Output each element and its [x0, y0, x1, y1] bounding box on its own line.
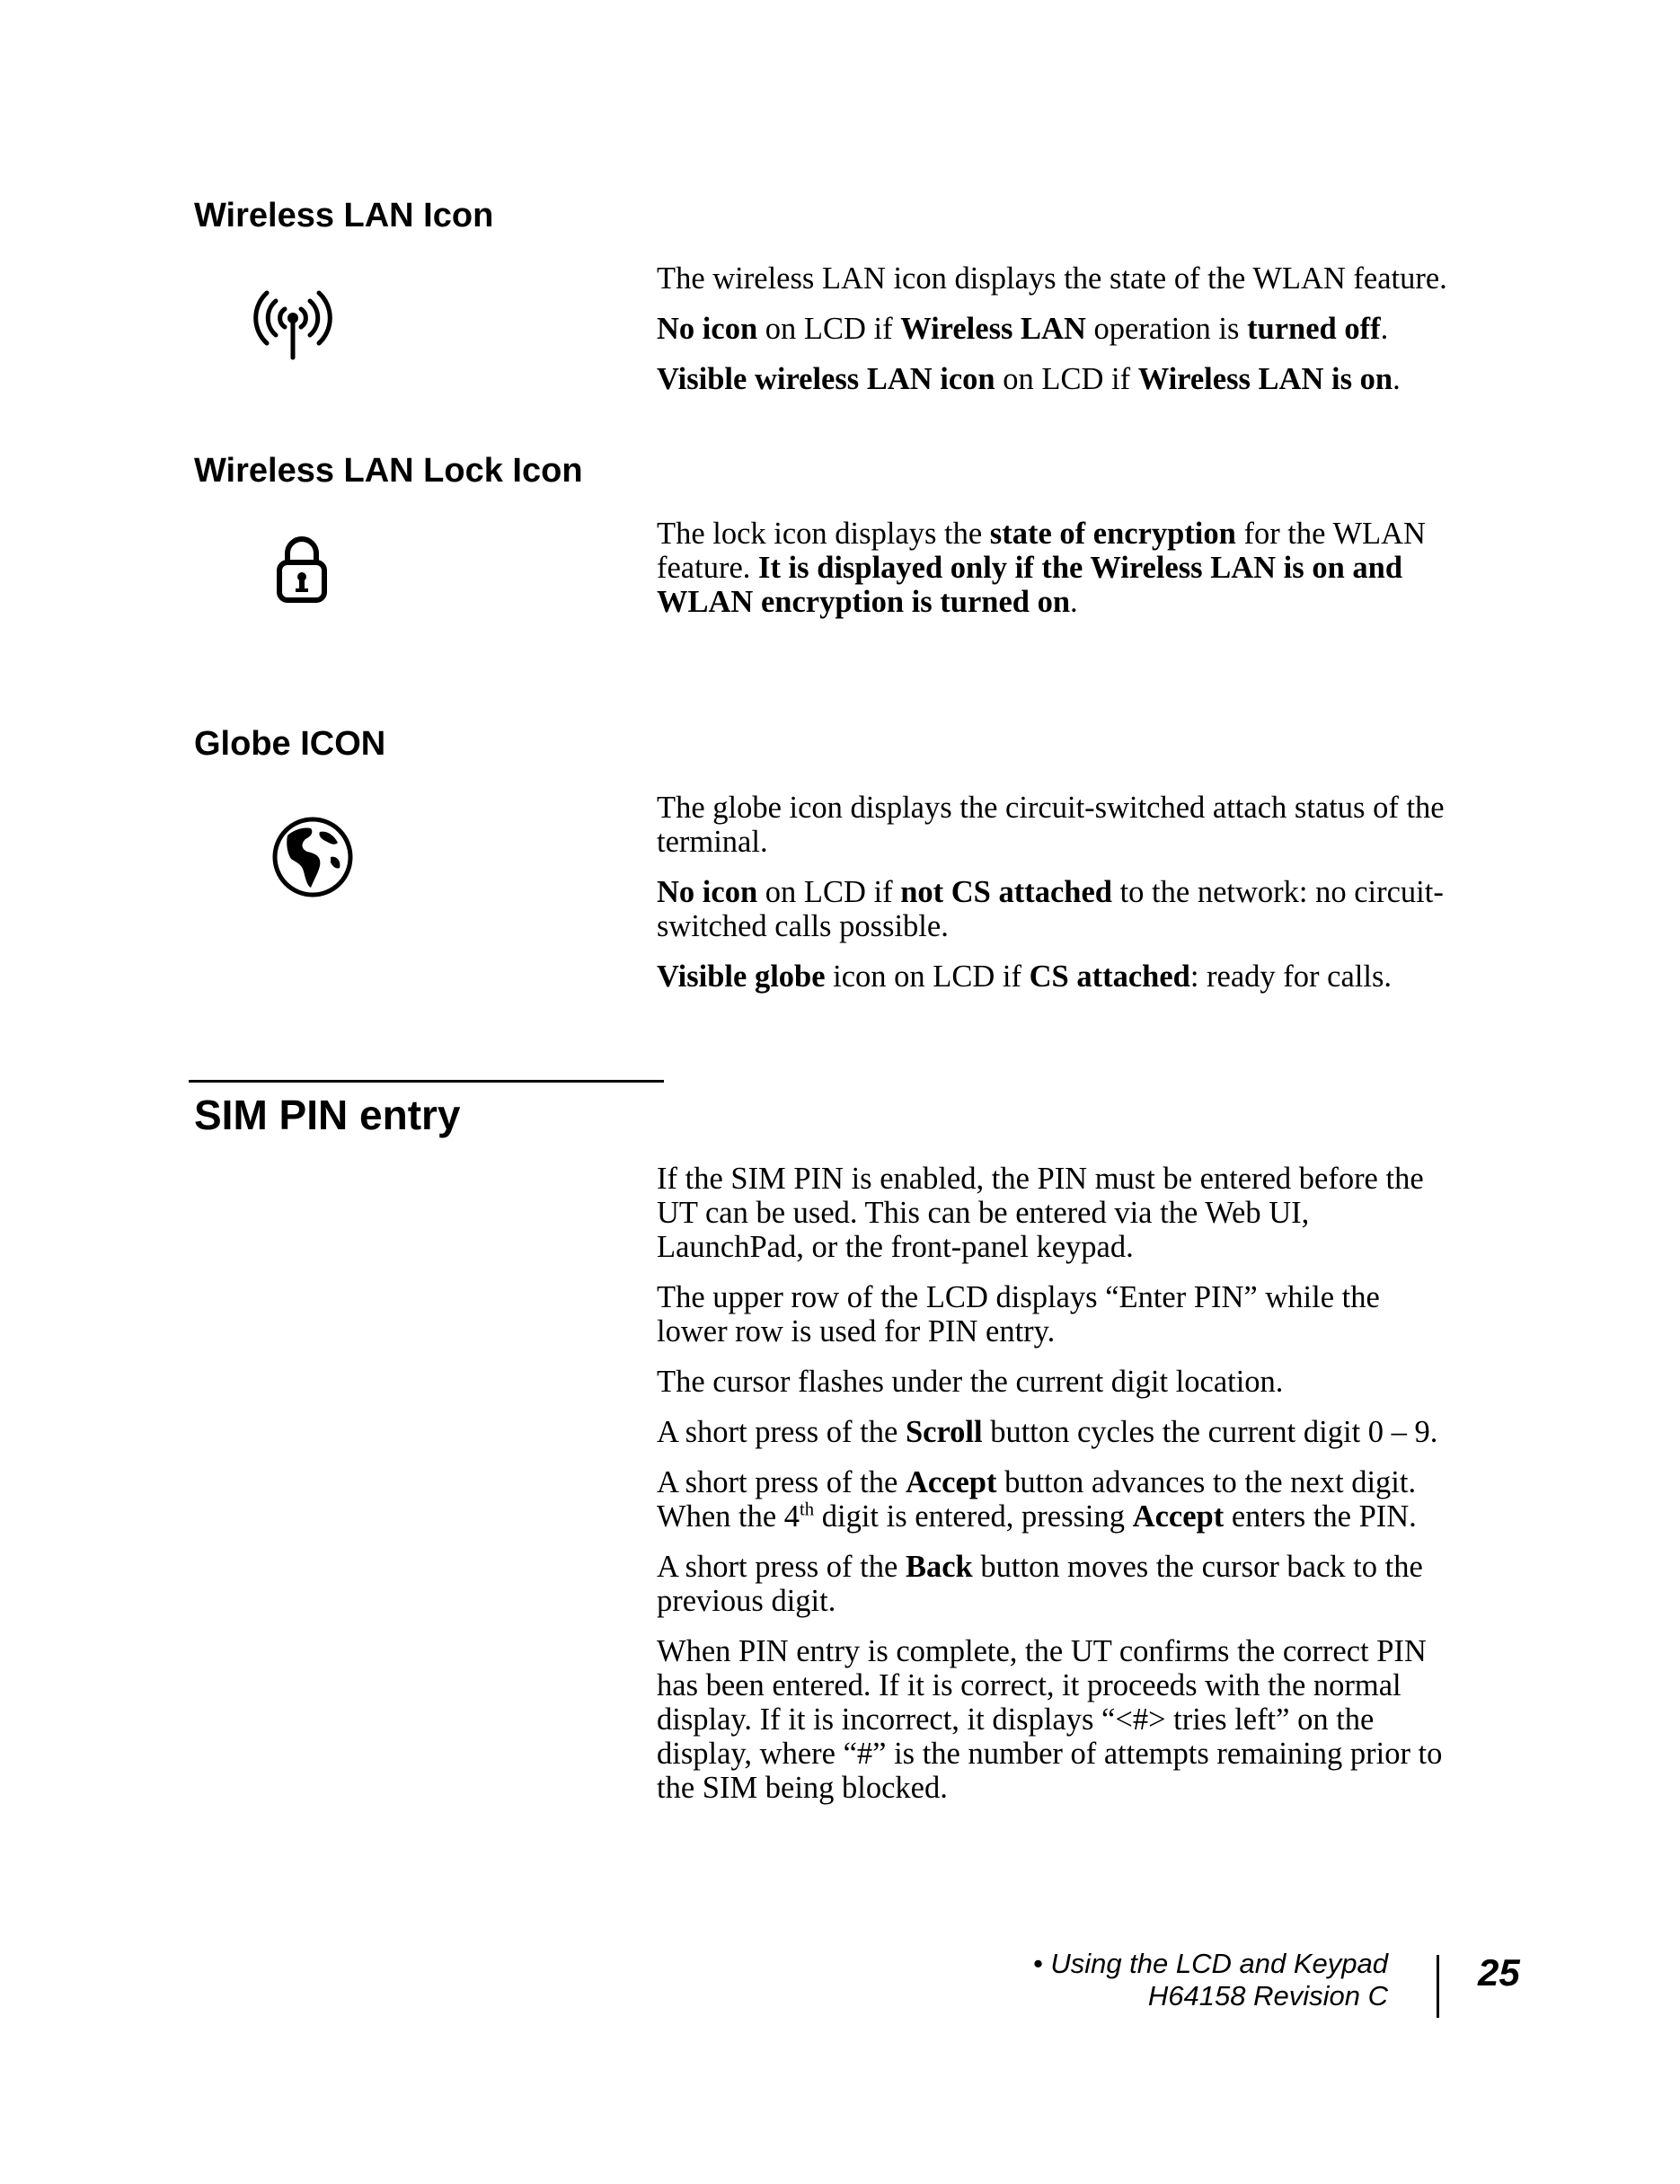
bold-text: Visible globe	[657, 959, 826, 994]
footer-bullet: •	[1032, 1948, 1043, 1979]
body-paragraph	[657, 1634, 1447, 1805]
padlock-icon	[275, 534, 329, 604]
text-run: The upper row of the LCD displays “Enter PIN” while the lower row is used for PIN entry.	[657, 1280, 1380, 1348]
bold-text: CS attached	[1029, 959, 1190, 994]
bold-text: Accept	[905, 1465, 997, 1499]
bold-text: Scroll	[905, 1415, 983, 1449]
text-run: button moves the cursor back to the previous digit.	[657, 1550, 1423, 1618]
bold-text: It is displayed only if the Wireless LAN is on and WLAN encryption is turned on	[657, 551, 1403, 619]
footer-chapter-title	[1033, 1948, 1388, 1980]
text-run: digit is entered, pressing	[814, 1499, 1133, 1534]
wireless-antenna-icon	[248, 289, 338, 361]
bold-text: Back	[905, 1550, 973, 1584]
bold-text: Accept	[1132, 1499, 1225, 1534]
section-divider-rule	[189, 1080, 664, 1083]
body-paragraph	[657, 1465, 1447, 1534]
text-run: A short press of the	[657, 1465, 906, 1499]
bold-text: not CS attached	[900, 875, 1112, 909]
section-body-sim-pin-entry	[657, 1162, 1447, 1805]
bold-text: state of encryption	[989, 517, 1236, 551]
text-run: The globe icon displays the circuit-switched attach status of the terminal.	[657, 791, 1445, 859]
text-run: button advances to the next digit. When the 4	[657, 1465, 1417, 1534]
text-run: icon on LCD if	[825, 959, 1030, 994]
text-run: The lock icon displays the	[657, 517, 990, 551]
footer-chapter: Using the LCD and Keypad	[1050, 1948, 1388, 1979]
body-paragraph	[657, 1162, 1447, 1264]
page-number: 25	[1478, 1951, 1520, 1994]
text-run: th	[800, 1499, 815, 1520]
section-heading-globe-icon: Globe ICON	[194, 725, 386, 763]
bold-text: No icon	[657, 312, 758, 346]
text-run: on LCD if	[995, 362, 1138, 396]
text-run: enters the PIN.	[1224, 1499, 1417, 1534]
text-run: If the SIM PIN is enabled, the PIN must be entered before the UT can be used. This can be entered via the Web UI, LaunchPad, or the front-panel keypad.	[657, 1162, 1424, 1264]
body-paragraph	[657, 1280, 1447, 1348]
footer-document-id: H64158 Revision C	[1147, 1980, 1388, 2012]
body-paragraph	[657, 517, 1447, 619]
bold-text: turned off	[1247, 312, 1381, 346]
globe-icon	[270, 814, 356, 900]
text-run: on LCD if	[757, 312, 901, 346]
bold-text: No icon	[657, 875, 758, 909]
body-paragraph	[657, 875, 1447, 943]
text-run: : ready for calls.	[1189, 959, 1393, 994]
footer-vertical-rule	[1437, 1955, 1439, 2018]
section-body-wireless-lan-lock-icon	[657, 517, 1447, 619]
body-paragraph	[657, 261, 1447, 296]
section-heading-wireless-lan-lock-icon: Wireless LAN Lock Icon	[194, 452, 583, 490]
text-run: .	[1393, 362, 1401, 396]
bold-text: Visible wireless LAN icon	[657, 362, 995, 396]
text-run: button cycles the current digit 0 – 9.	[982, 1415, 1438, 1449]
text-run: .	[1380, 312, 1389, 346]
text-run: The cursor flashes under the current digit location.	[657, 1365, 1284, 1399]
section-body-wireless-lan-icon	[657, 261, 1447, 396]
section-heading-wireless-lan-icon: Wireless LAN Icon	[194, 197, 494, 234]
body-paragraph	[657, 791, 1447, 859]
text-run: operation is	[1085, 312, 1248, 346]
body-paragraph	[657, 1415, 1447, 1449]
text-run: .	[1070, 585, 1078, 619]
text-run: When PIN entry is complete, the UT confirms the correct PIN has been entered. If it is correct, it proceeds with the normal display. If it is incorrect, it displays “<#> tries left” on the display, where “#” is the number of attempts remaining prior to the SIM being blocked.	[657, 1634, 1443, 1805]
body-paragraph	[657, 312, 1447, 346]
text-run: A short press of the	[657, 1550, 906, 1584]
section-heading-sim-pin-entry: SIM PIN entry	[194, 1092, 461, 1138]
body-paragraph	[657, 1365, 1447, 1399]
body-paragraph	[657, 362, 1447, 396]
body-paragraph	[657, 959, 1447, 994]
text-run: The wireless LAN icon displays the state of the WLAN feature.	[657, 261, 1447, 296]
body-paragraph	[657, 1550, 1447, 1618]
text-run: A short press of the	[657, 1415, 906, 1449]
section-body-globe-icon	[657, 791, 1447, 994]
text-run: for the WLAN feature.	[657, 517, 1426, 585]
bold-text: Wireless LAN	[900, 312, 1086, 346]
text-run: to the network: no circuit-switched calls possible.	[657, 875, 1444, 943]
bold-text: Wireless LAN is on	[1137, 362, 1393, 396]
text-run: on LCD if	[757, 875, 901, 909]
